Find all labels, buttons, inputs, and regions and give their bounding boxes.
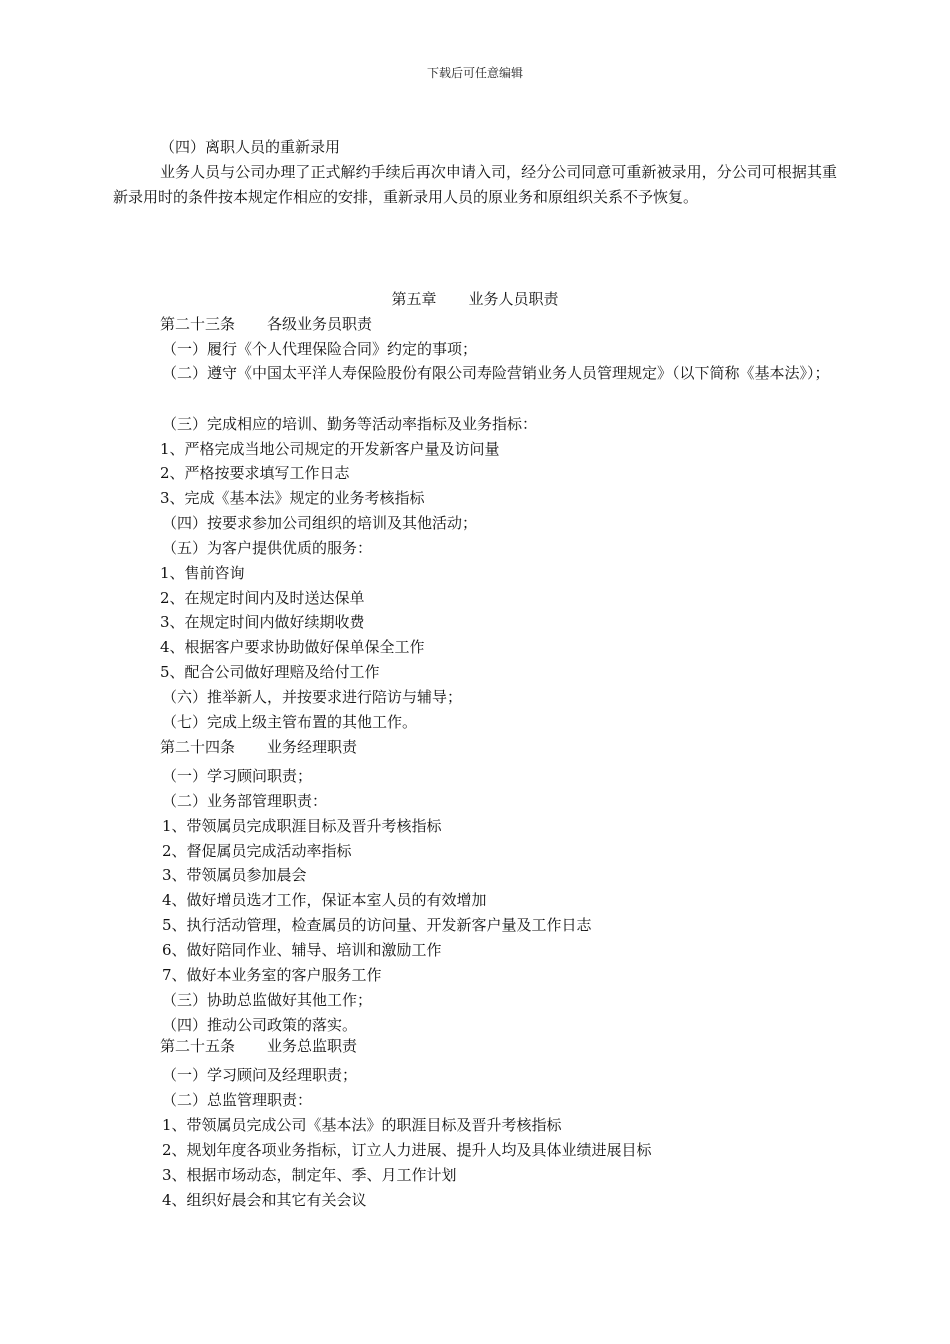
art25-item2-sub3: 3、根据市场动态，制定年、季、月工作计划 bbox=[162, 1166, 457, 1184]
art23-item5-sub1: 1、售前咨询 bbox=[160, 564, 245, 582]
page-header: 下载后可任意编辑 bbox=[426, 66, 523, 80]
art24-item2-sub7: 7、做好本业务室的客户服务工作 bbox=[162, 966, 382, 984]
art23-item6: （六）推举新人，并按要求进行陪访与辅导； bbox=[162, 688, 463, 706]
art24-item1: （一）学习顾问职责； bbox=[162, 767, 313, 785]
article-25-number: 第二十五条 bbox=[160, 1037, 236, 1055]
art24-item2-sub3: 3、带领属员参加晨会 bbox=[162, 866, 307, 884]
art25-item1: （一）学习顾问及经理职责； bbox=[162, 1066, 358, 1084]
art24-item3: （三）协助总监做好其他工作； bbox=[162, 991, 373, 1009]
section-heading: （四）离职人员的重新录用 bbox=[160, 138, 341, 156]
art25-item2: （二）总监管理职责： bbox=[162, 1091, 313, 1109]
art24-item4: （四）推动公司政策的落实。 bbox=[162, 1016, 358, 1034]
art24-item2-sub1: 1、带领属员完成职涯目标及晋升考核指标 bbox=[162, 817, 442, 835]
section-paragraph: 业务人员与公司办理了正式解约手续后再次申请入司，经分公司同意可重新被录用，分公司可根据其重新录用时的条件按本规定作相应的安排，重新录用人员的原业务和原组织关系不予恢复。 bbox=[113, 163, 837, 206]
article-24-title: 业务经理职责 bbox=[267, 738, 358, 756]
art23-item2: （二）遵守《中国太平洋人寿保险股份有限公司寿险营销业务人员管理规定》（以下简称《基本法》）； bbox=[162, 364, 830, 382]
art23-item5-sub4: 4、根据客户要求协助做好保单保全工作 bbox=[160, 638, 425, 656]
chapter-title bbox=[0, 289, 950, 309]
art23-item7: （七）完成上级主管布置的其他工作。 bbox=[162, 713, 418, 731]
art24-item2-sub2: 2、督促属员完成活动率指标 bbox=[162, 842, 352, 860]
art25-item2-sub2: 2、规划年度各项业务指标，订立人力进展、提升人均及具体业绩进展目标 bbox=[162, 1141, 652, 1159]
art23-item3: （三）完成相应的培训、勤务等活动率指标及业务指标： bbox=[162, 415, 538, 433]
article-25-title: 业务总监职责 bbox=[267, 1037, 358, 1055]
article-24-number: 第二十四条 bbox=[160, 738, 236, 756]
article-24-heading bbox=[160, 737, 357, 757]
art23-item5-sub2: 2、在规定时间内及时送达保单 bbox=[160, 589, 365, 607]
art24-item2-sub6: 6、做好陪同作业、辅导、培训和激励工作 bbox=[162, 941, 442, 959]
art23-item4: （四）按要求参加公司组织的培训及其他活动； bbox=[162, 514, 478, 532]
art24-item2-sub5: 5、执行活动管理，检查属员的访问量、开发新客户量及工作日志 bbox=[162, 916, 592, 934]
article-23-title: 各级业务员职责 bbox=[267, 315, 373, 333]
art23-item1: （一）履行《个人代理保险合同》约定的事项； bbox=[162, 340, 478, 358]
art23-item3-sub3: 3、完成《基本法》规定的业务考核指标 bbox=[160, 489, 425, 507]
art23-item3-sub1: 1、严格完成当地公司规定的开发新客户量及访问量 bbox=[160, 440, 500, 458]
article-25-heading bbox=[160, 1036, 357, 1056]
art25-item2-sub4: 4、组织好晨会和其它有关会议 bbox=[162, 1191, 367, 1209]
chapter-number: 第五章 bbox=[391, 290, 437, 308]
art24-item2-sub4: 4、做好增员选才工作，保证本室人员的有效增加 bbox=[162, 891, 487, 909]
chapter-name: 业务人员职责 bbox=[468, 290, 559, 308]
article-23-number: 第二十三条 bbox=[160, 315, 236, 333]
art23-item5: （五）为客户提供优质的服务： bbox=[162, 539, 373, 557]
art23-item5-sub3: 3、在规定时间内做好续期收费 bbox=[160, 613, 365, 631]
art25-item2-sub1: 1、带领属员完成公司《基本法》的职涯目标及晋升考核指标 bbox=[162, 1116, 562, 1134]
article-23-heading bbox=[160, 314, 372, 334]
art23-item5-sub5: 5、配合公司做好理赔及给付工作 bbox=[160, 663, 380, 681]
art23-item3-sub2: 2、严格按要求填写工作日志 bbox=[160, 464, 350, 482]
art24-item2: （二）业务部管理职责： bbox=[162, 792, 328, 810]
